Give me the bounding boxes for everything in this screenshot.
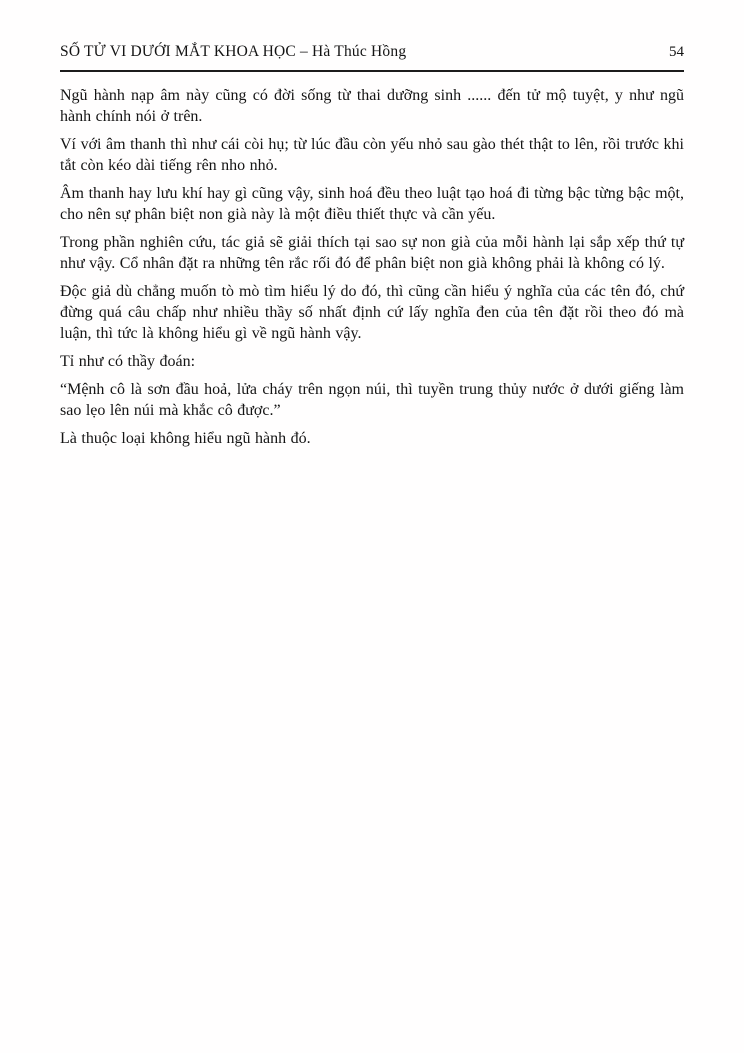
page-number: 54: [669, 44, 684, 60]
paragraph: Âm thanh hay lưu khí hay gì cũng vậy, sinh hoá đều theo luật tạo hoá đi từng bậc từng bậc một, cho nên sự phân biệt non già này là một điều thiết thực và cần yếu.: [60, 185, 684, 223]
header-rule: [60, 70, 684, 72]
paragraph: “Mệnh cô là sơn đầu hoả, lửa cháy trên ngọn núi, thì tuyền trung thủy nước ở dưới giếng làm sao lẹo lên núi mà khắc cô được.”: [60, 381, 684, 419]
page-body: [60, 85, 684, 449]
running-head-title: SỐ TỬ VI DƯỚI MẮT KHOA HỌC – Hà Thúc Hồng: [60, 43, 407, 60]
paragraph: Là thuộc loại không hiểu ngũ hành đó.: [60, 430, 311, 447]
paragraph: Tỉ như có thầy đoán:: [60, 353, 196, 370]
page-header: [60, 42, 684, 62]
paragraph: Độc giả dù chẳng muốn tò mò tìm hiểu lý do đó, thì cũng cần hiểu ý nghĩa của các tên đó, chứ đừng quá câu chấp như nhiều thầy số nhất định cứ lấy nghĩa đen của tên đặt rồi theo đó mà luận, thì tức là không hiểu gì về ngũ hành vậy.: [60, 283, 684, 342]
paragraph: Ví với âm thanh thì như cái còi hụ; từ lúc đầu còn yếu nhỏ sau gào thét thật to lên, rồi trước khi tắt còn kéo dài tiếng rên nho nhỏ.: [60, 136, 684, 174]
paragraph: Ngũ hành nạp âm này cũng có đời sống từ thai dưỡng sinh ...... đến tử mộ tuyệt, y như ngũ hành chính nói ở trên.: [60, 87, 684, 125]
paragraph: Trong phần nghiên cứu, tác giả sẽ giải thích tại sao sự non già của mỗi hành lại sắp xếp thứ tự như vậy. Cổ nhân đặt ra những tên rắc rối đó để phân biệt non già không phải là không có lý.: [60, 234, 684, 272]
